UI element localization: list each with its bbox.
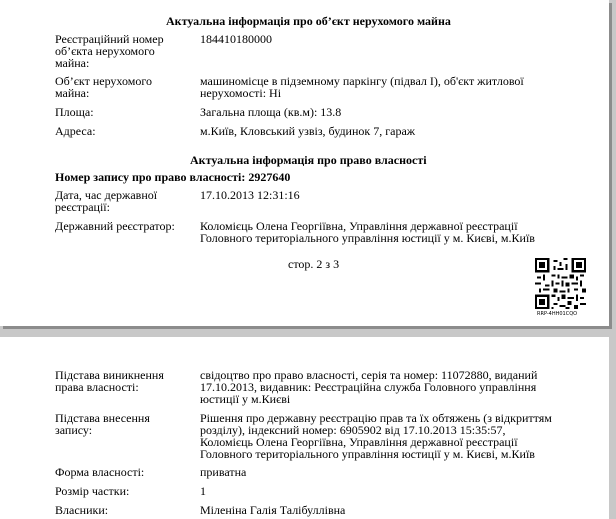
registry-number-label-line1: Реєстраційний номер — [55, 32, 164, 46]
entry-basis-value-line4: Головного територіального управління юстиції у м. Києві, м.Київ — [200, 447, 535, 461]
reg-date-label-line1: Дата, час державної — [55, 188, 158, 202]
entry-basis-value-line2: розділу), індексний номер: 6905902 від 17.10.2013 15:35:57, — [200, 423, 506, 437]
address-value: м.Київ, Кловський узвіз, будинок 7, гараж — [200, 124, 416, 138]
area-label: Площа: — [55, 105, 94, 119]
owners-label: Власники: — [55, 503, 109, 517]
ownership-form-label: Форма власності: — [55, 465, 145, 479]
address-label: Адреса: — [55, 124, 96, 138]
qr-code-icon — [535, 258, 586, 309]
registry-number-value: 184410180000 — [200, 32, 272, 46]
document-page-2 — [0, 337, 609, 519]
entry-basis-label-line1: Підстава внесення — [55, 411, 150, 425]
basis-value-line3: юстиції у м.Києві — [200, 392, 291, 406]
area-value: Загальна площа (кв.м): 13.8 — [200, 105, 342, 119]
entry-basis-value-line1: Рішення про державну реєстрацію прав та їх обтяжень (з відкриттям — [200, 411, 552, 425]
reg-date-label-line2: реєстрації: — [55, 200, 110, 214]
object-label-line1: Об’єкт нерухомого — [55, 74, 152, 88]
section-title-ownership: Актуальна інформація про право власності — [190, 153, 427, 167]
qr-caption: RRP-4HH01CQO — [537, 311, 578, 317]
share-label: Розмір частки: — [55, 484, 130, 498]
object-value-line2: нерухомості: Ні — [200, 86, 282, 100]
registrar-label: Державний реєстратор: — [55, 219, 175, 233]
share-value: 1 — [200, 484, 206, 498]
basis-value-line1: свідоцтво про право власності, серія та номер: 11072880, виданий — [200, 368, 538, 382]
registry-number-label-line2: об’єкта нерухомого — [55, 44, 155, 58]
basis-label-line1: Підстава виникнення — [55, 368, 164, 382]
basis-value-line2: 17.10.2013, видавник: Реєстраційна служба Головного управління — [200, 380, 537, 394]
registrar-value-line2: Головного територіального управління юстиції у м. Києві, м.Київ — [200, 231, 535, 245]
entry-basis-label-line2: запису: — [55, 423, 93, 437]
registrar-value-line1: Коломієць Олена Георгіївна, Управління державної реєстрації — [200, 219, 518, 233]
object-value-line1: машиномісце в підземному паркінгу (підвал І), об'єкт житлової — [200, 74, 524, 88]
entry-basis-value-line3: Коломієць Олена Георгіївна, Управління державної реєстрації — [200, 435, 518, 449]
registry-number-label-line3: майна: — [55, 56, 90, 70]
owners-value: Міленіна Галія Талібуллівна — [200, 503, 346, 517]
object-label-line2: майна: — [55, 86, 90, 100]
section-title-object: Актуальна інформація про об’єкт нерухомого майна — [166, 14, 451, 28]
ownership-form-value: приватна — [200, 465, 247, 479]
basis-label-line2: права власності: — [55, 380, 139, 394]
page-number: стор. 2 з 3 — [288, 257, 340, 271]
reg-date-value: 17.10.2013 12:31:16 — [200, 188, 300, 202]
record-number: Номер запису про право власності: 2927640 — [55, 170, 291, 184]
